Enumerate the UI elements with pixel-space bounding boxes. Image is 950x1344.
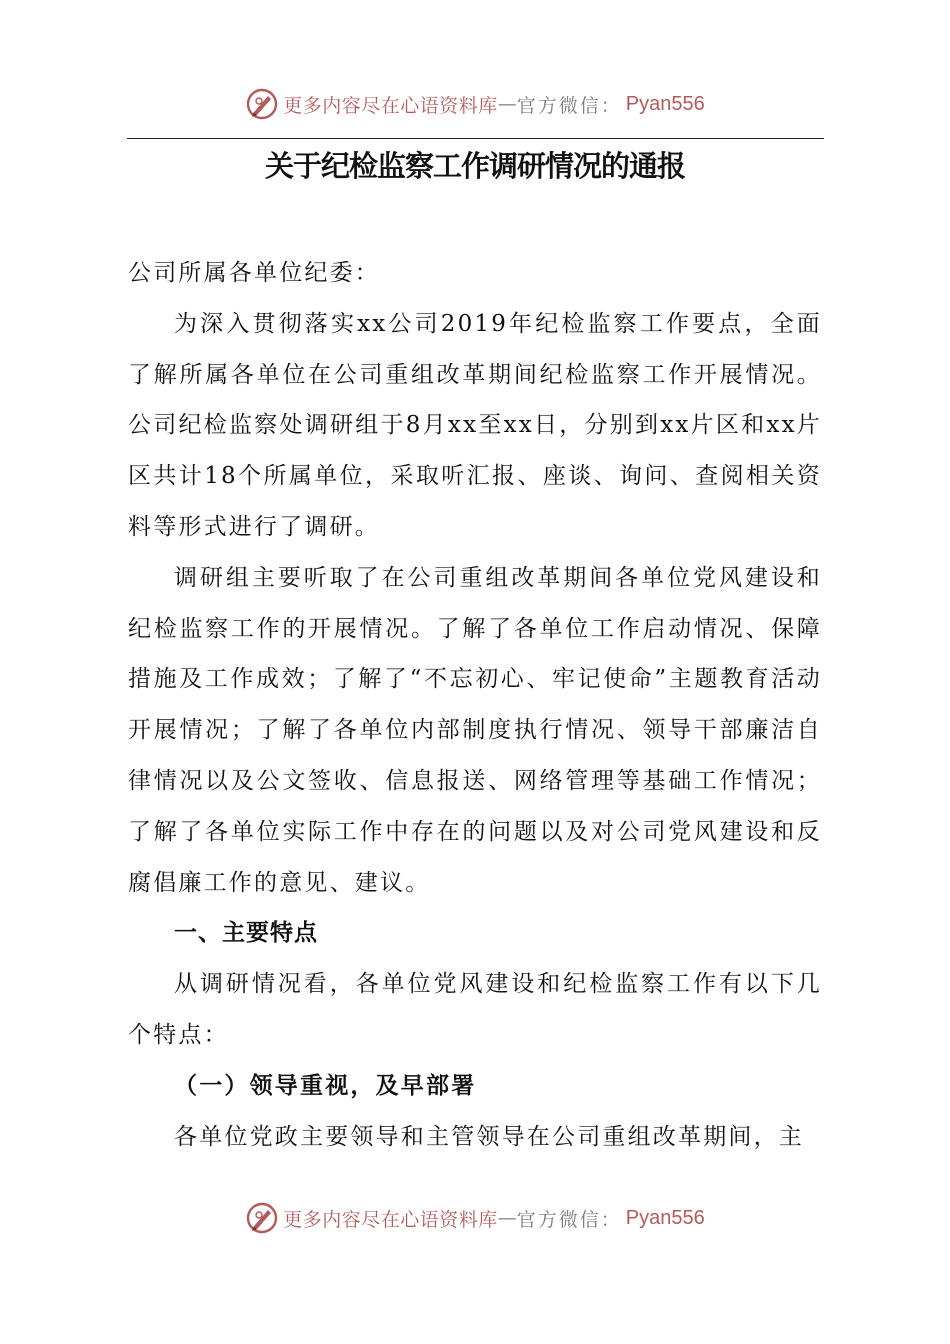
pen-logo-icon (245, 87, 279, 121)
document-title: 关于纪检监察工作调研情况的通报 (264, 149, 685, 183)
paragraph-1: 为深入贯彻落实xx公司2019年纪检监察工作要点，全面了解所属各单位在公司重组改革期间纪检监察工作开展情况。公司纪检监察处调研组于8月xx至xx日，分别到xx片区和xx片区共计18个所属单位，采取听汇报、座谈、询问、查阅相关资料等形式进行了调研。 (128, 310, 822, 540)
watermark-text: 更多内容尽在心语资料库 (283, 94, 498, 117)
paragraph-4: 各单位党政主要领导和主管领导在公司重组改革期间，主 (174, 1123, 804, 1150)
document-body (128, 248, 822, 1162)
salutation: 公司所属各单位纪委： (128, 260, 380, 286)
watermark-separator: — (497, 93, 517, 115)
subsection-heading-1: （一）领导重视，及早部署 (174, 1071, 477, 1099)
watermark-header (0, 84, 950, 124)
paragraph-2: 调研组主要听取了在公司重组改革期间各单位党风建设和纪检监察工作的开展情况。了解了各单位工作启动情况、保障措施及工作成效；了解了“不忘初心、牢记使命”主题教育活动开展情况；了解了各单位内部制度执行情况、领导干部廉洁自律情况以及公文签收、信息报送、网络管理等基础工作情况；了解了各单位实际工作中存在的问题以及对公司党风建设和反腐倡廉工作的意见、建议。 (128, 564, 822, 896)
watermark-separator: — (497, 1207, 517, 1229)
paragraph-3: 从调研情况看，各单位党风建设和纪检监察工作有以下几个特点： (128, 971, 822, 1048)
pen-logo-icon (245, 1201, 279, 1235)
watermark-wechat-id: Pyan556 (625, 92, 705, 115)
watermark-wechat-label: 官方微信： (516, 94, 622, 117)
watermark-wechat-id: Pyan556 (625, 1206, 705, 1229)
watermark-wechat-label: 官方微信： (516, 1208, 622, 1231)
header-rule (127, 138, 824, 139)
section-heading-1: 一、主要特点 (174, 920, 318, 947)
watermark-footer (0, 1198, 950, 1238)
watermark-text: 更多内容尽在心语资料库 (283, 1208, 498, 1231)
